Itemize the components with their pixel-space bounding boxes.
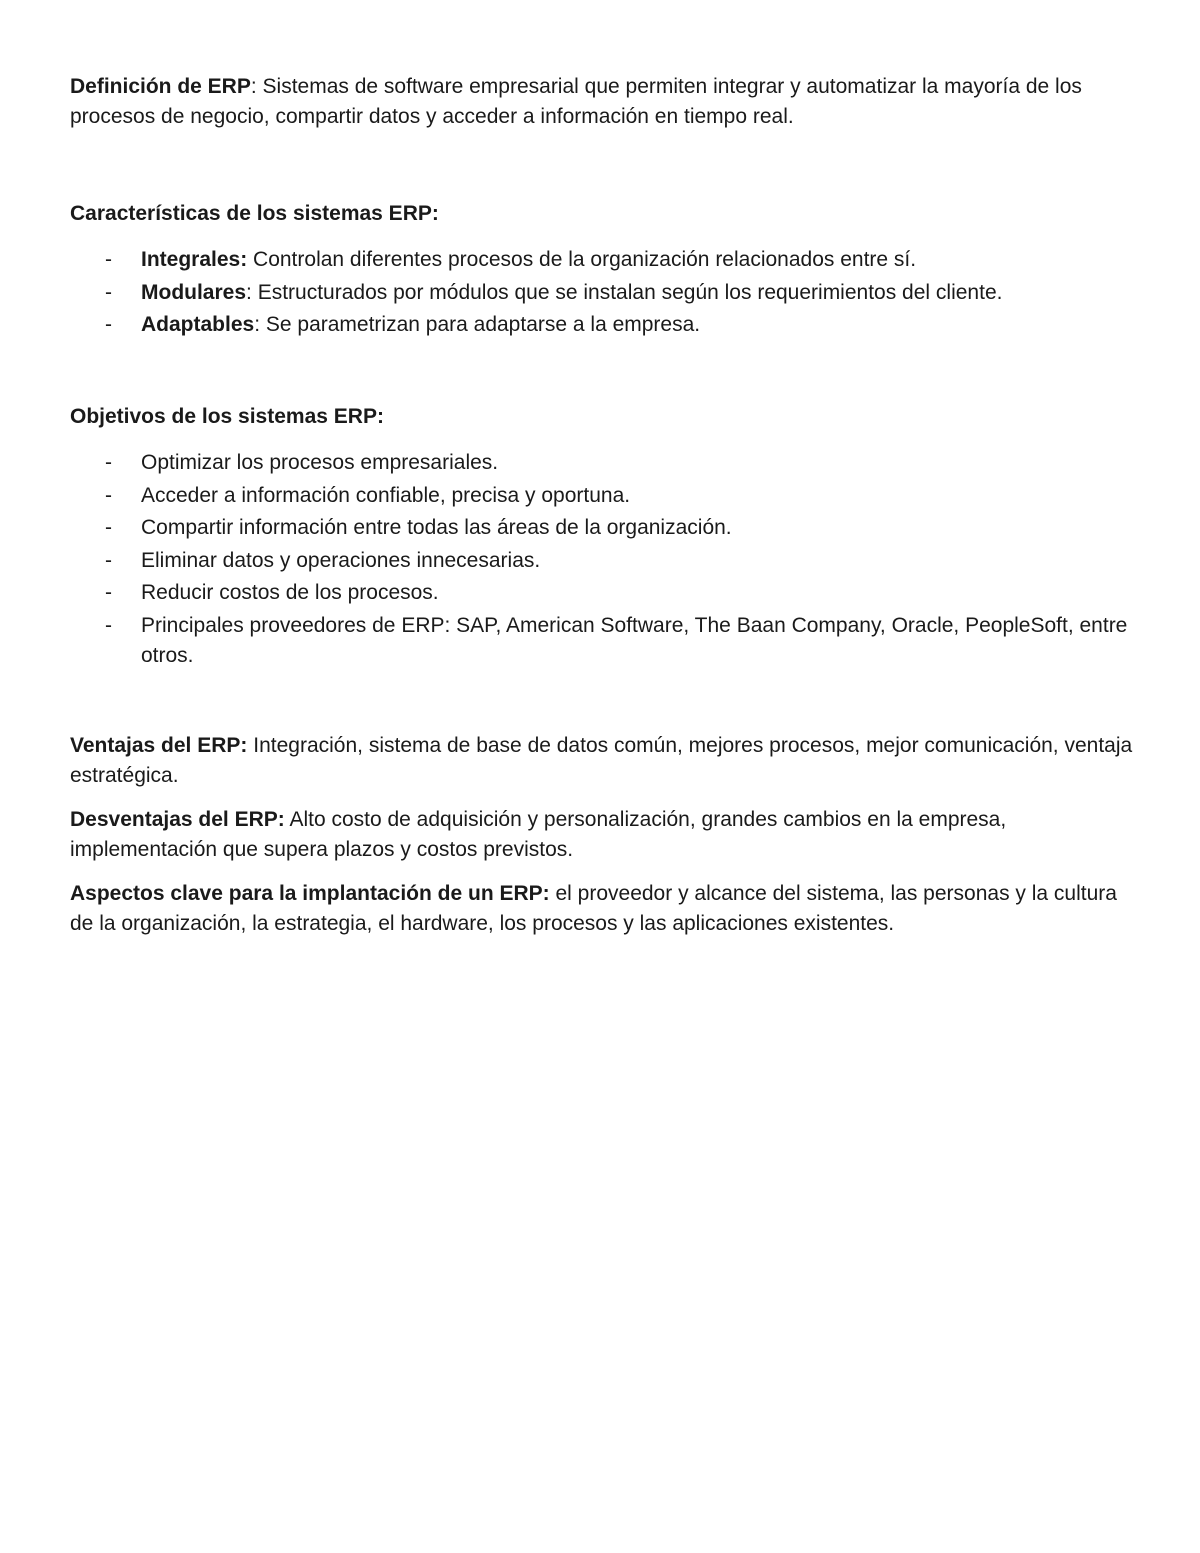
item-term: Adaptables (141, 313, 255, 336)
item-text: Acceder a información confiable, precisa y oportuna. (141, 483, 631, 507)
caracteristicas-heading: Características de los sistemas ERP: (70, 202, 439, 225)
definicion-term: Definición de ERP (70, 75, 251, 98)
list-item (70, 310, 1140, 340)
definicion-paragraph (70, 72, 1140, 132)
dash-bullet: - (105, 548, 112, 572)
item-term: Integrales: (141, 248, 248, 271)
item-text: : Estructurados por módulos que se instalan según los requerimientos del cliente. (246, 280, 1003, 304)
dash-bullet: - (105, 581, 112, 604)
objetivos-list (70, 448, 1140, 671)
item-text: Reducir costos de los procesos. (141, 581, 439, 604)
ventajas-term: Ventajas del ERP: (70, 733, 248, 757)
dash-bullet: - (105, 313, 112, 336)
objetivos-heading: Objetivos de los sistemas ERP: (70, 405, 384, 428)
desventajas-paragraph (70, 805, 1140, 865)
item-text: Optimizar los procesos empresariales. (141, 451, 499, 474)
aspectos-text: el proveedor y alcance del sistema, las personas y la cultura de la organización, la estrategia, el hardware, los procesos y las aplicaciones existentes. (70, 881, 1117, 935)
dash-bullet: - (105, 451, 112, 474)
item-text: Principales proveedores de ERP: SAP, American Software, The Baan Company, Oracle, PeopleSoft, entre otros. (141, 613, 1128, 667)
list-item (70, 481, 1140, 511)
dash-bullet: - (105, 280, 112, 304)
document-page (70, 70, 1140, 939)
list-item (70, 245, 1140, 275)
item-text: Compartir información entre todas las áreas de la organización. (141, 516, 732, 539)
item-text: : Se parametrizan para adaptarse a la empresa. (254, 313, 701, 336)
caracteristicas-list (70, 245, 1140, 340)
ventajas-text: Integración, sistema de base de datos común, mejores procesos, mejor comunicación, ventaja estratégica. (70, 733, 1133, 787)
list-item (70, 448, 1140, 478)
desventajas-term: Desventajas del ERP: (70, 807, 285, 831)
list-item (70, 513, 1140, 543)
dash-bullet: - (105, 248, 112, 271)
dash-bullet: - (105, 516, 112, 539)
list-item (70, 546, 1140, 576)
definicion-text: : Sistemas de software empresarial que permiten integrar y automatizar la mayoría de los procesos de negocio, compartir datos y acceder a información en tiempo real. (70, 75, 1082, 128)
list-item (70, 278, 1140, 308)
list-item (70, 611, 1140, 671)
dash-bullet: - (105, 613, 112, 637)
item-text: Controlan diferentes procesos de la organización relacionados entre sí. (247, 248, 917, 271)
desventajas-text: Alto costo de adquisición y personalización, grandes cambios en la empresa, implementación que supera plazos y costos previstos. (70, 807, 1007, 861)
item-term: Modulares (141, 280, 247, 304)
ventajas-paragraph (70, 731, 1140, 791)
aspectos-paragraph (70, 879, 1140, 939)
dash-bullet: - (105, 483, 112, 507)
item-text: Eliminar datos y operaciones innecesarias. (141, 548, 541, 572)
aspectos-term: Aspectos clave para la implantación de un ERP: (70, 881, 550, 905)
list-item (70, 578, 1140, 608)
